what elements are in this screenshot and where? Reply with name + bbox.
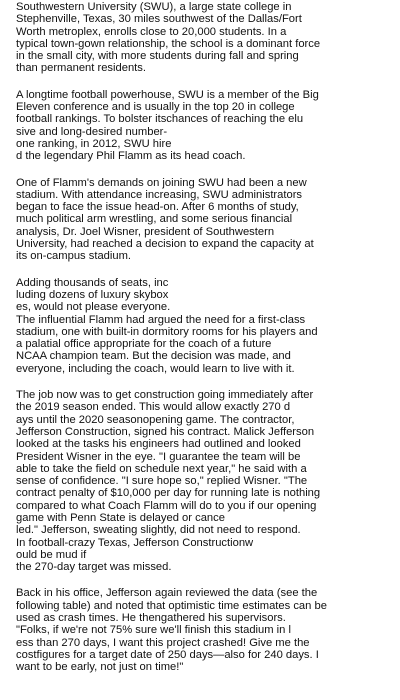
text-line: than permanent residents. <box>16 62 146 75</box>
text-line: one ranking, in 2012, SWU hire <box>16 137 172 150</box>
text-line: contract penalty of $10,000 per day for running late is nothing <box>16 487 321 500</box>
text-line: in the small city, with more students during fall and spring <box>16 50 299 63</box>
text-line: looked at the tasks his engineers had outlined and looked <box>16 438 301 451</box>
text-line: d the legendary Phil Flamm as its head coach. <box>16 150 246 163</box>
text-line: Eleven conference and is usually in the top 20 in college <box>16 101 295 114</box>
text-line: Jefferson Construction, signed his contract. Malick Jefferson <box>16 425 315 438</box>
text-line: Southwestern University (SWU), a large state college in <box>16 1 292 13</box>
text-line: everyone, including the coach, would learn to live with it. <box>16 362 295 375</box>
paragraph-construction-job <box>16 389 390 573</box>
text-line: the 270-day target was missed. <box>16 561 172 574</box>
text-line: sive and long-desired number- <box>16 125 168 138</box>
paragraph-football-powerhouse <box>16 89 390 163</box>
text-line: ould be mud if <box>16 548 87 561</box>
paragraph-crash-times <box>16 587 390 673</box>
text-line: typical town-gown relationship, the school is a dominant force <box>16 37 321 50</box>
text-line: The job now was to get construction going immediately after <box>16 389 314 402</box>
text-line: University, had reached a decision to expand the capacity at <box>16 238 314 251</box>
text-line: ess than 270 days, I want this project crashed! Give me the <box>16 636 310 649</box>
text-line: stadium, one with built-in dormitory rooms for his players and <box>16 325 318 338</box>
paragraph-seats-decision <box>16 277 390 375</box>
text-line: The influential Flamm had argued the need for a first-class <box>16 313 306 326</box>
paragraph-intro <box>16 1 390 75</box>
text-line: ays until the 2020 seasonopening game. The contractor, <box>16 413 295 426</box>
text-line: analysis, Dr. Joel Wisner, president of Southwestern <box>16 225 275 238</box>
text-line: much political arm wrestling, and some serious financial <box>16 213 293 226</box>
text-line: stadium. With attendance increasing, SWU administrators <box>16 188 303 201</box>
text-line: able to take the field on schedule next year," he said with a <box>16 462 307 475</box>
text-line: following table) and noted that optimistic time estimates can be <box>16 599 327 612</box>
paragraph-stadium-demand <box>16 177 390 263</box>
text-line: game with Penn State is delayed or cance <box>16 511 225 524</box>
text-line: its on-campus stadium. <box>16 250 132 263</box>
text-line: luding dozens of luxury skybox <box>16 288 169 301</box>
text-line: NCAA champion team. But the decision was made, and <box>16 350 291 363</box>
text-line: compared to what Coach Flamm will do to you if our opening <box>16 499 317 512</box>
text-line: began to face the issue head-on. After 6 months of study, <box>16 201 299 214</box>
text-line: One of Flamm's demands on joining SWU had been a new <box>16 176 307 189</box>
text-line: led." Jefferson, sweating slightly, did not need to respond. <box>16 524 301 537</box>
text-line: Back in his office, Jefferson again reviewed the data (see the <box>16 587 318 600</box>
text-line: President Wisner in the eye. "I guarantee the team will be <box>16 450 301 463</box>
text-line: A longtime football powerhouse, SWU is a member of the Big <box>16 88 319 101</box>
text-line: costfigures for a target date of 250 days—also for 240 days. I <box>16 648 319 661</box>
text-line: Stephenville, Texas, 30 miles southwest of the Dallas/Fort <box>16 13 302 26</box>
text-line: Worth metroplex, enrolls close to 20,000 students. In a <box>16 25 287 38</box>
text-line: a palatial office appropriate for the coach of a future <box>16 338 272 351</box>
text-line: the 2019 season ended. This would allow exactly 270 d <box>16 401 291 414</box>
text-line: sense of confidence. "I sure hope so," replied Wisner. "The <box>16 475 308 488</box>
text-line: want to be early, not just on time!" <box>16 661 184 674</box>
text-line: used as crash times. He thengathered his supervisors. <box>16 612 286 625</box>
text-line: In football-crazy Texas, Jefferson Constructionw <box>16 536 254 549</box>
text-line: football rankings. To bolster itschances of reaching the elu <box>16 113 304 126</box>
text-line: Adding thousands of seats, inc <box>16 276 169 289</box>
text-line: "Folks, if we're not 75% sure we'll finish this stadium in l <box>16 624 291 637</box>
text-line: es, would not please everyone. <box>16 301 171 314</box>
